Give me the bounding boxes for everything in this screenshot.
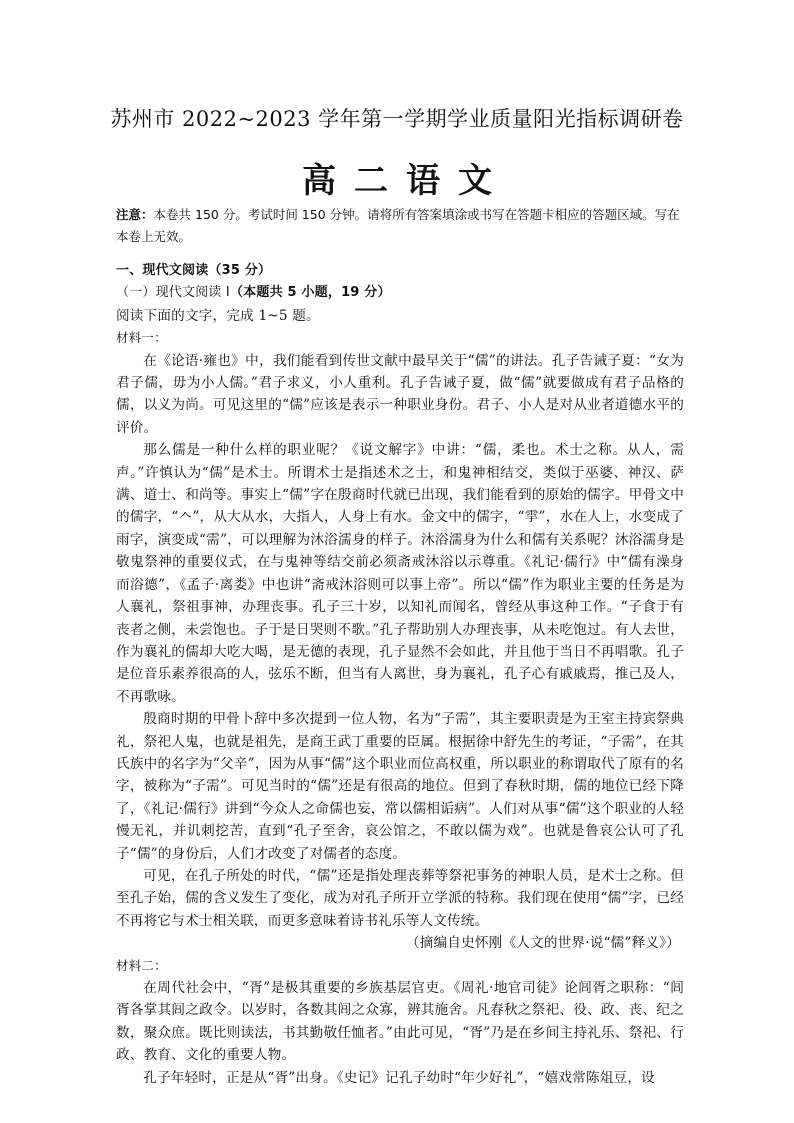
subject-title: 高二语文 — [302, 161, 510, 201]
subsection-prefix: （一）现代文阅读 I — [116, 285, 230, 301]
material-1-paragraph: 可见，在孔子所处的时代，“儒”还是指处理丧葬等祭祀事务的神职人员，是术士之称。但至孔子始，儒的含义发生了变化，成为对孔子所开立学派的特称。我们现在使用“儒”字，已经不再将它与术士相关联，而更多意味着诗书礼乐等人文传统。 — [116, 867, 684, 929]
subsection-heading — [116, 282, 684, 304]
material-1-label: 材料一： — [116, 330, 167, 346]
exam-notice — [116, 204, 684, 248]
material-1-source: （摘编自史怀刚《人文的世界·说“儒”释义》） — [405, 935, 680, 952]
material-1-paragraph: 在《论语·雍也》中，我们能看到传世文献中最早关于“儒”的讲法。孔子告诫子夏：“女为君子儒，毋为小人儒。”君子求义，小人重利。孔子告诫子夏，做“儒”就要做成有君子品格的儒，以义为尚。可见这里的“儒”应该是表示一种职业身份。君子、小人是对从业者道德水平的评价。 — [116, 352, 684, 436]
instruction: 阅读下面的文字，完成 1~5 题。 — [116, 307, 320, 324]
exam-title: 苏州市 2022~2023 学年第一学期学业质量阳光指标调研卷 — [110, 107, 684, 131]
notice-label: 注意： — [116, 207, 154, 222]
reading-section — [116, 260, 684, 1089]
subsection-score: （本题共 5 小题，19 分） — [229, 285, 391, 301]
section-heading: 一、现代文阅读（35 分） — [116, 263, 272, 278]
notice-text: 本卷共 150 分。考试时间 150 分钟。请将所有答案填涂或书写在答题卡相应的答题区域。写在本卷上无效。 — [116, 207, 680, 244]
material-2-paragraph: 在周代社会中，“胥”是极其重要的乡族基层官吏。《周礼·地官司徒》论闾胥之职称：“闾胥各掌其闾之政令。以岁时，各数其闾之众寡，辨其施舍。凡春秋之祭祀、役、政、丧、纪之数，聚众庶。既比则读法，书其勤敬任恤者。”由此可见，“胥”乃是在乡间主持礼乐、祭祀、行政、教育、文化的重要人物。 — [116, 980, 684, 1064]
material-2-paragraph: 孔子年轻时，正是从“胥”出身。《史记》记孔子幼时“年少好礼”，“嬉戏常陈俎豆，设 — [143, 1069, 655, 1086]
material-1-paragraph: 殷商时期的甲骨卜辞中多次提到一位人物，名为“子需”，其主要职责是为王室主持宾祭典礼，祭祀人鬼，也就是祖先，是商王武丁重要的臣属。根据徐中舒先生的考证，“子需”，在其氏族中的名字为“父辛”，因为从事“儒”这个职业而位高权重，所以职业的称谓取代了原有的名字，被称为“子需”。可见当时的“儒”还是有很高的地位。但到了春秋时期，儒的地位已经下降了，《礼记·儒行》讲到“今众人之命儒也妄，常以儒相诟病”。人们对从事“儒”这个职业的人轻慢无礼，并讥刺挖苦，直到“孔子至舍，哀公馆之，不敢以儒为戏”。也就是鲁哀公认可了孔子“儒”的身份后，人们才改变了对儒者的态度。 — [116, 711, 684, 862]
material-1-paragraph: 那么儒是一种什么样的职业呢？《说文解字》中讲：“儒，柔也。术士之称。从人，需声。”许慎认为“儒”是术士。所谓术士是指述术之士，和鬼神相结交，类似于巫婆、神汉、萨满、道士、和尚等。事实上“儒”字在殷商时代就已出现，我们能看到的原始的儒字。甲骨文中的儒字，“𠆢”，从大从水，大指人，人身上有水。金文中的儒字，“𩁹”，水在人上，水变成了雨字，演变成“需”，可以理解为沐浴濡身的样子。沐浴濡身为什么和儒有关系呢？沐浴濡身是敬鬼祭神的重要仪式，在与鬼神等结交前必须斋戒沐浴以示尊重。《礼记·儒行》中“儒有澡身而浴德”，《孟子·离娄》中也讲“斋戒沐浴则可以事上帝”。所以“儒”作为职业主要的任务是为人襄礼，祭祖事神，办理丧事。孔子三十岁，以知礼而闻名，曾经从事这种工作。“子食于有丧者之侧，未尝饱也。子于是日哭则不歌。”孔子帮助别人办理丧事，从未吃饱过。有人去世，作为襄礼的儒却大吃大喝，是无德的表现，孔子显然不会如此，并且他于当日不再唱歌。孔子是位音乐素养很高的人，弦乐不断，但当有人离世，身为襄礼，孔子心有戚戚焉，推己及人，不再歌咏。 — [116, 442, 684, 705]
material-2-label: 材料二： — [116, 957, 167, 973]
